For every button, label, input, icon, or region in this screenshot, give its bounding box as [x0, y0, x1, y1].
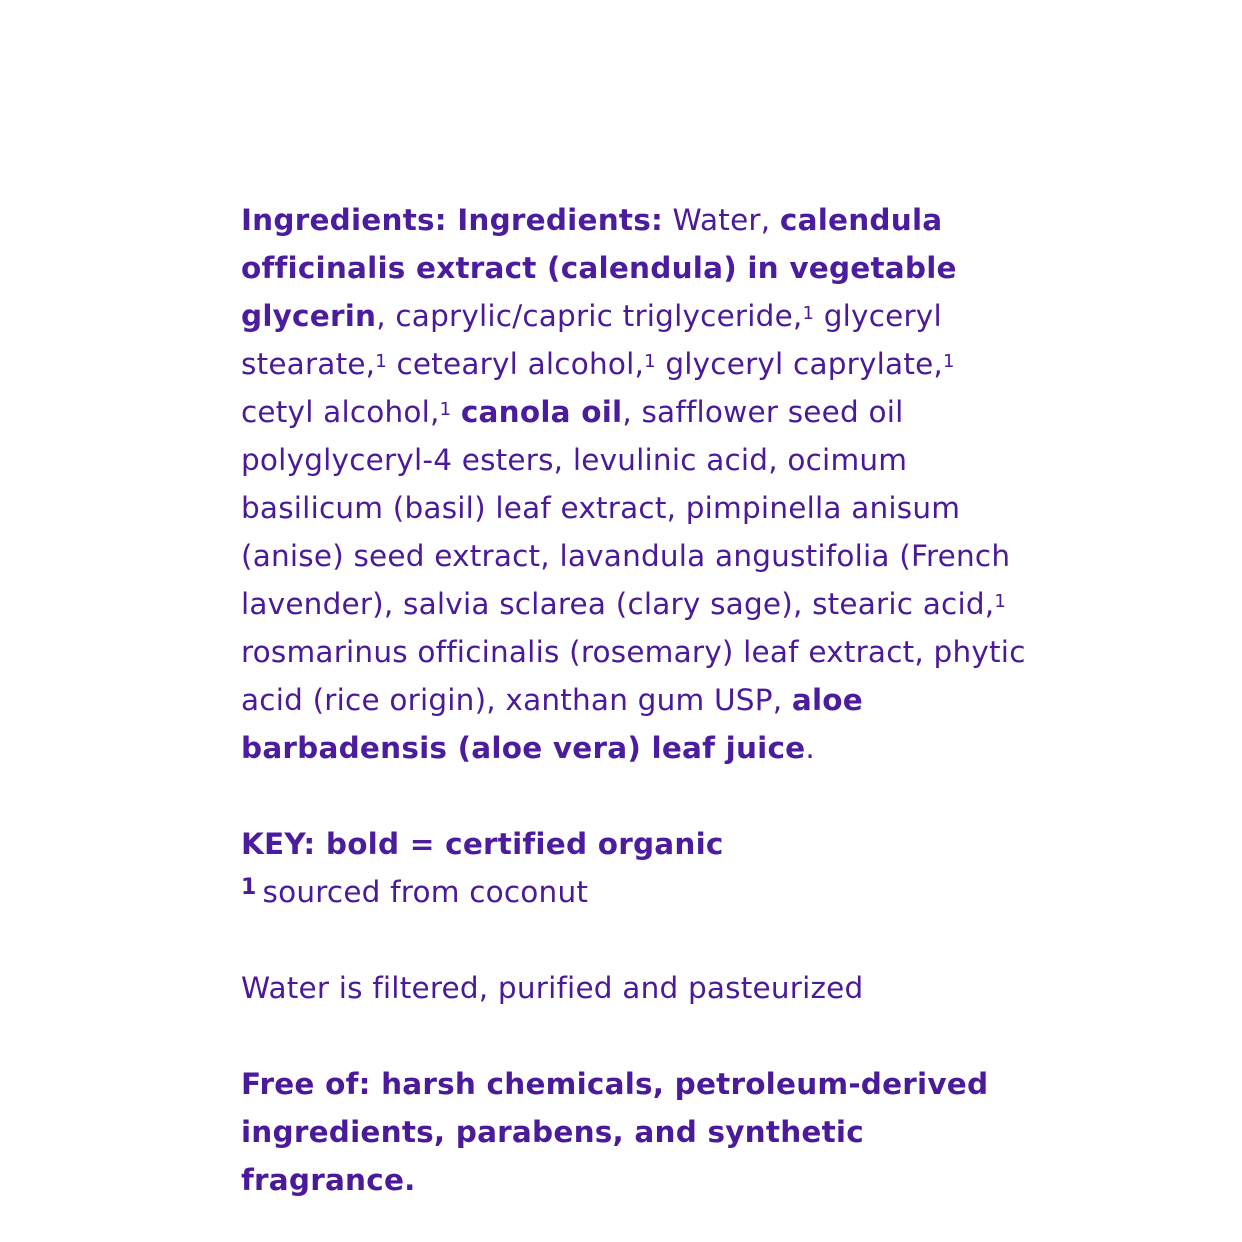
spacer [241, 916, 1031, 964]
ingredient-organic: calendula officinalis extract (calendula) in vegetable glycerin [241, 203, 957, 333]
spacer [241, 772, 1031, 820]
key-title: KEY: bold = certified organic [241, 827, 724, 861]
ingredients-panel [241, 196, 1031, 1204]
ingredient-organic: aloe barbadensis (aloe vera) leaf juice [241, 683, 863, 765]
footnote-superscript: 1 [943, 351, 955, 372]
footnote-text: sourced from coconut [262, 875, 589, 909]
ingredient-text: glyceryl caprylate, [655, 347, 944, 381]
ingredients-label: Ingredients: Ingredients: [241, 203, 663, 237]
ingredient-text: . [805, 731, 815, 765]
footnote-superscript: 1 [375, 351, 387, 372]
ingredient-text: glyceryl stearate, [241, 299, 942, 381]
ingredient-text [451, 395, 461, 429]
footnote-superscript: 1 [439, 399, 452, 420]
ingredient-text: cetearyl alcohol, [386, 347, 645, 381]
spacer [241, 1012, 1031, 1060]
ingredient-text: , caprylic/capric triglyceride, [376, 299, 803, 333]
ingredient-organic: canola oil [460, 395, 623, 429]
footnote-superscript: 1 [644, 351, 656, 372]
footnote-superscript: 1 [994, 591, 1007, 612]
ingredient-text: Water, [672, 203, 780, 237]
footnote-superscript: 1 [802, 303, 815, 324]
ingredients-paragraph [241, 196, 1031, 772]
ingredient-text: cetyl alcohol, [241, 395, 440, 429]
key-footnote [241, 868, 1031, 916]
key-heading [241, 820, 1031, 868]
free-of-statement: Free of: harsh chemicals, petroleum-derived ingredients, parabens, and synthetic fragrance. [241, 1067, 989, 1197]
ingredient-text: rosmarinus officinalis (rosemary) leaf extract, phytic acid (rice origin), xanthan gum USP, [241, 635, 1026, 717]
water-note: Water is filtered, purified and pasteurized [241, 971, 864, 1005]
ingredient-text: , safflower seed oil polyglyceryl-4 esters, levulinic acid, ocimum basilicum (basil) leaf extract, pimpinella anisum (anise) seed extract, lavandula angustifolia (French lavender), salvia sclarea (clary sage), stearic acid, [241, 395, 1011, 621]
footnote-mark: 1 [241, 875, 257, 900]
